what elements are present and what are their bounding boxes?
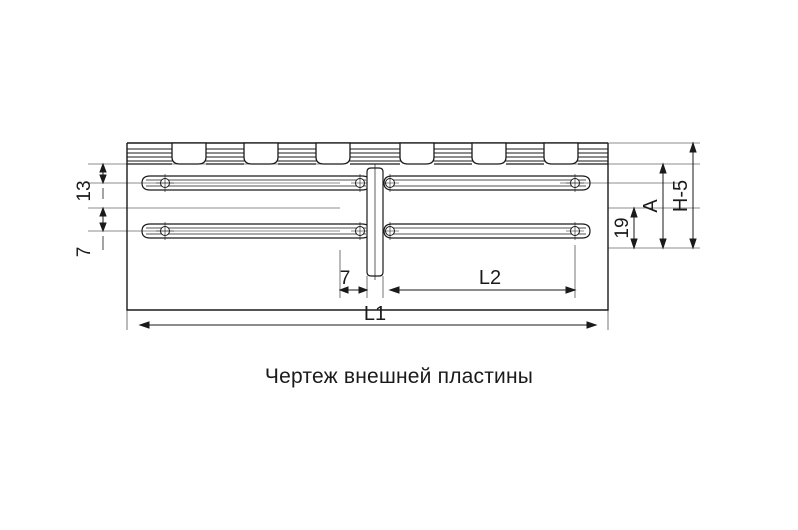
dimension-label-13: 13: [74, 180, 95, 202]
dimension-13: [100, 164, 106, 199]
dimension-label-L2: L2: [478, 267, 502, 289]
dimension-label-7-left: 7: [74, 246, 95, 258]
dimension-label-A: A: [640, 199, 662, 213]
center-slot: [367, 164, 383, 280]
dimension-label-L1: L1: [363, 303, 387, 325]
dimension-label-H5: H-5: [670, 179, 692, 213]
dimension-7-left: [100, 208, 106, 250]
dimension-label-7-bottom: 7: [339, 268, 351, 289]
dimension-label-19: 19: [612, 217, 633, 239]
figure-caption: Чертеж внешней пластины: [264, 365, 534, 388]
